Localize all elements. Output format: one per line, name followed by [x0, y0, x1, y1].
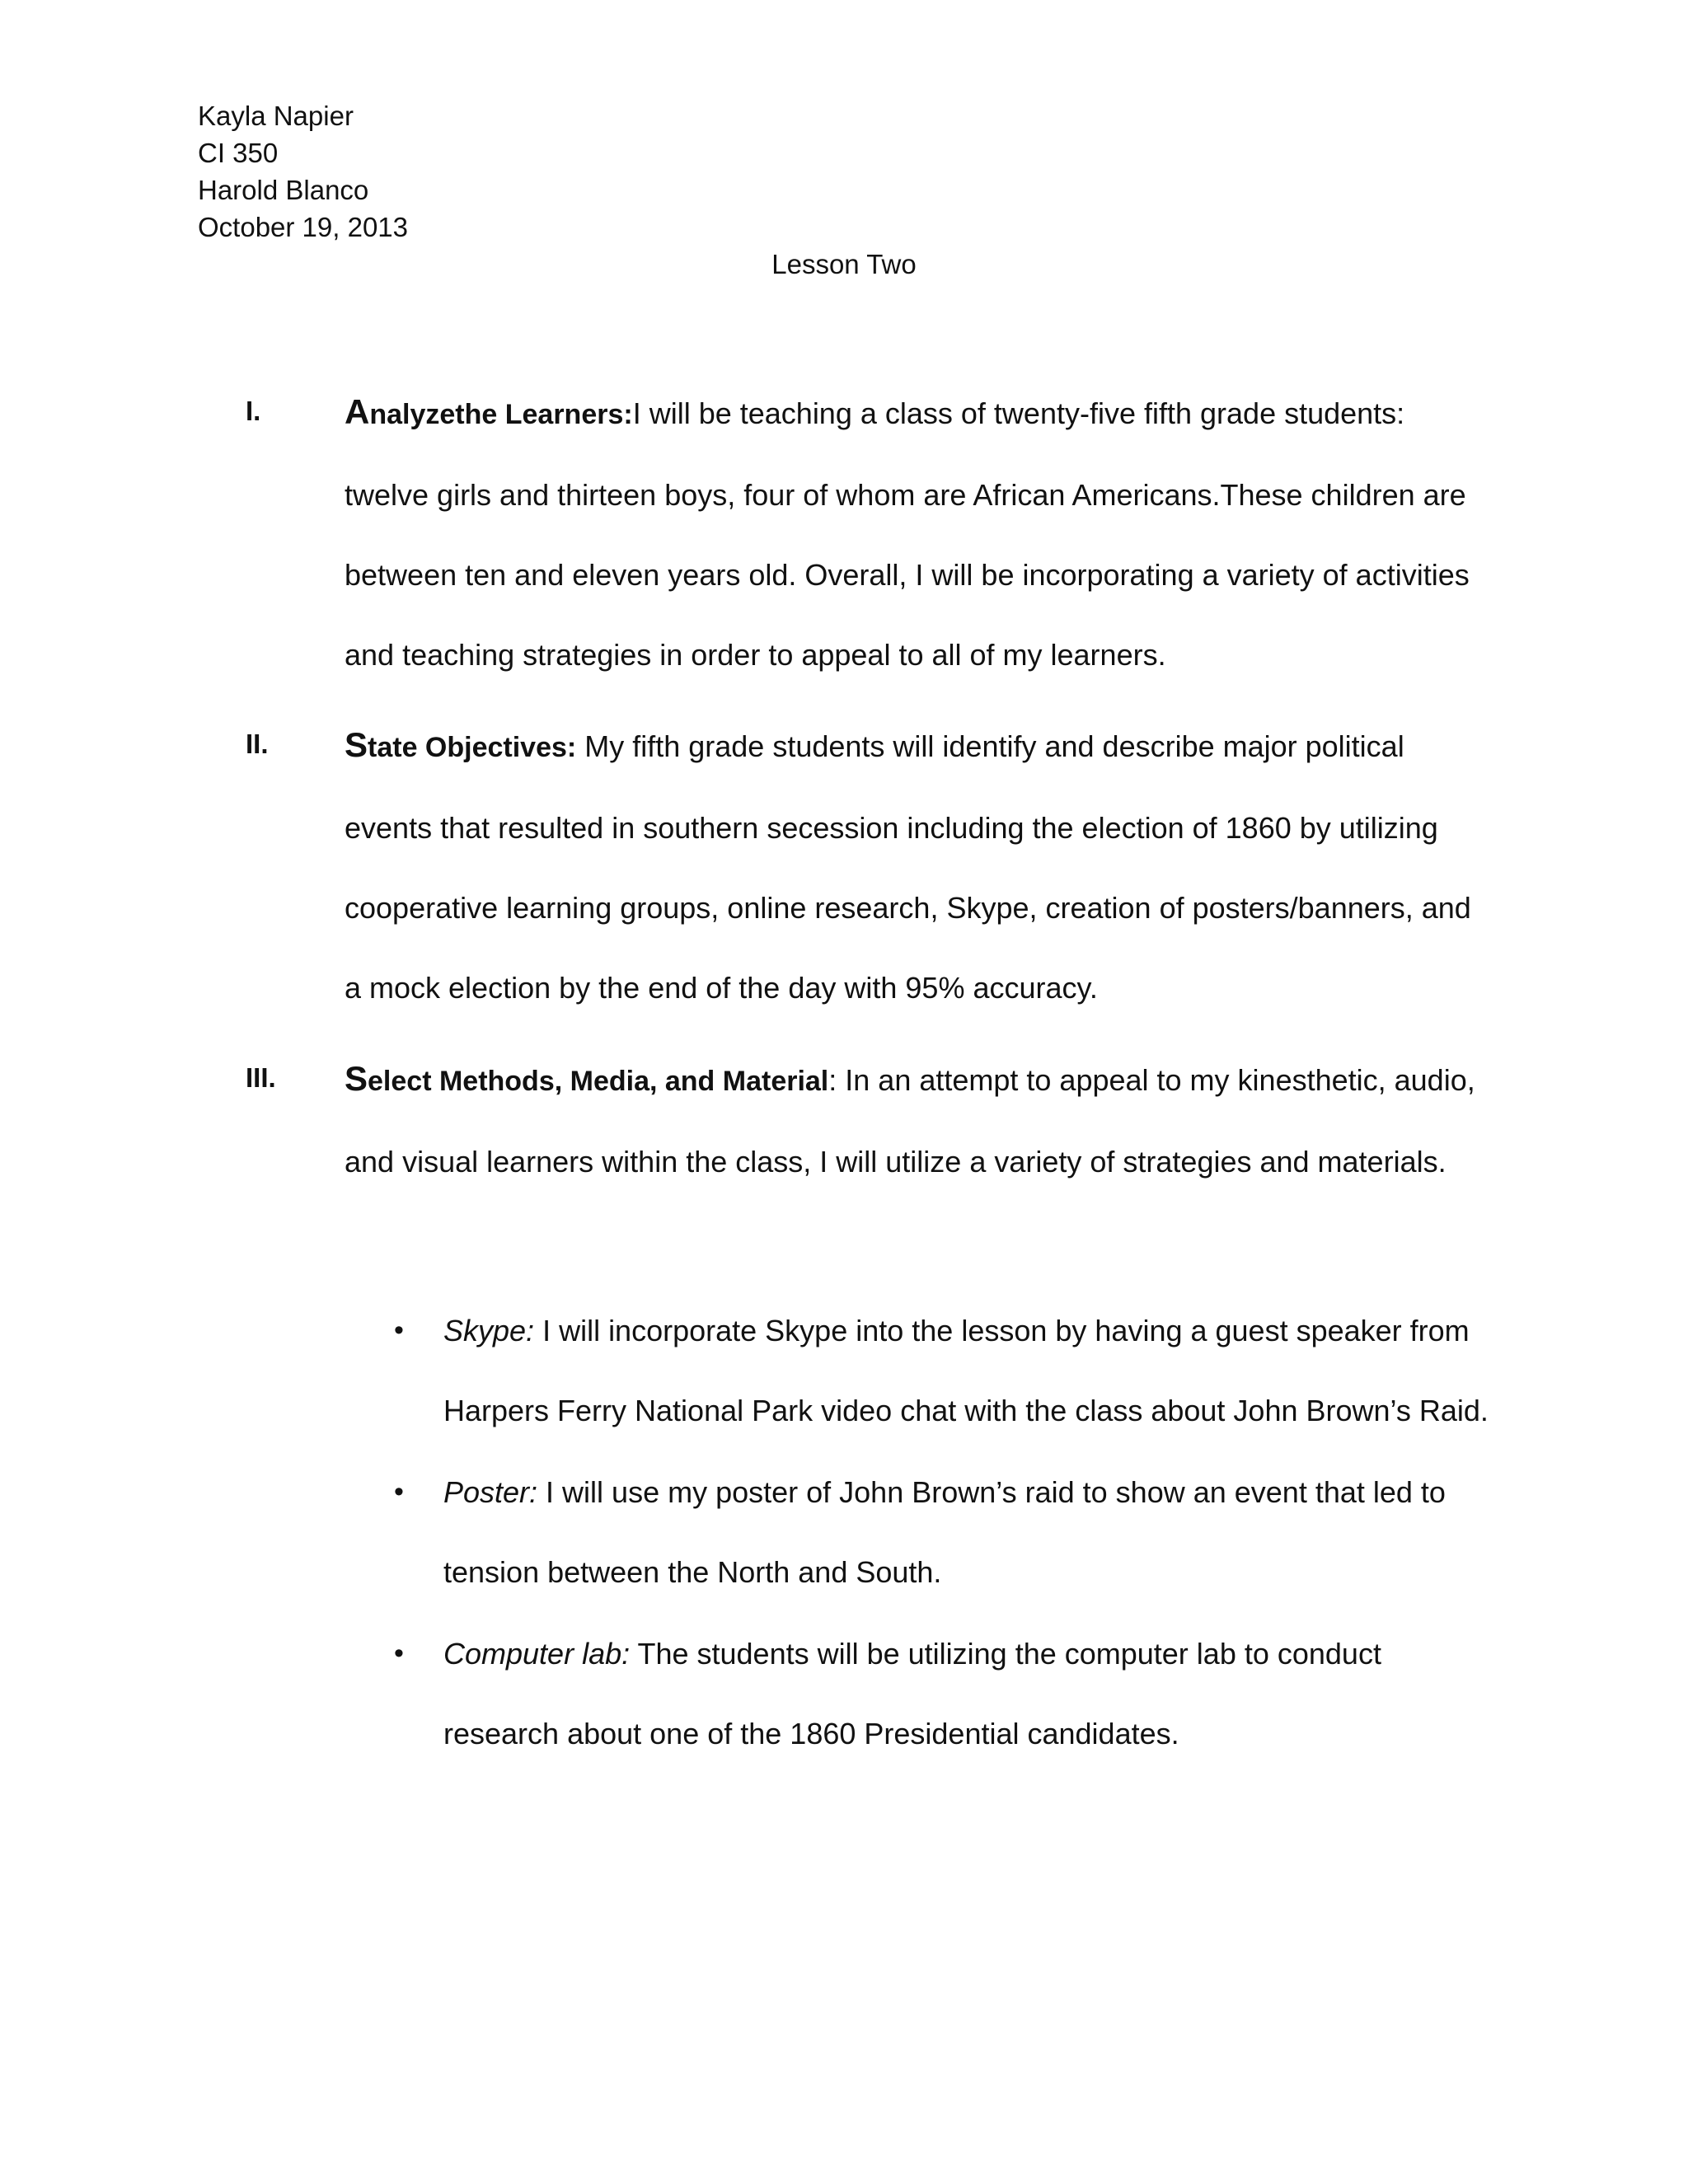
section-heading: State Objectives: [345, 725, 577, 764]
bullet-icon: • [394, 1476, 404, 1507]
materials-list [345, 1291, 1498, 1775]
section-paragraph [345, 1038, 1490, 1202]
instructor-name: Harold Blanco [198, 175, 369, 205]
section-body: : In an attempt to appeal to my kinesthetic, audio, and visual learners within the class, I will utilize a variety of strategies and materials. [345, 1063, 1475, 1179]
document-date: October 19, 2013 [198, 212, 409, 242]
list-item-term: Poster: [443, 1475, 538, 1509]
list-item-text: I will use my poster of John Brown’s raid to show an event that led to tension between the North and South. [443, 1475, 1446, 1589]
section-paragraph [345, 372, 1490, 695]
section-numeral: I. [246, 396, 261, 426]
list-item-text: The students will be utilizing the computer lab to conduct research about one of the 1860 Presidential candidates. [443, 1637, 1381, 1750]
section-numeral: II. [246, 729, 269, 759]
list-item-text: I will incorporate Skype into the lesson by having a guest speaker from Harpers Ferry National Park video chat with the class about John Brown’s Raid. [443, 1314, 1489, 1427]
list-item [345, 1614, 1498, 1774]
list-item-term: Skype: [443, 1314, 535, 1347]
bullet-icon: • [394, 1315, 404, 1346]
course-code: CI 350 [198, 138, 279, 168]
section-paragraph [345, 705, 1490, 1028]
author-name: Kayla Napier [198, 101, 354, 131]
list-item [345, 1291, 1498, 1451]
document-header [198, 97, 408, 246]
section-body: I will be teaching a class of twenty-five fifth grade students: twelve girls and thirteen boys, four of whom are African Americans.These children are between ten and eleven years old. Overall, I will be incorporating a variety of activities and teaching strategies in order to appeal to all of my learners. [345, 396, 1470, 672]
list-item-term: Computer lab: [443, 1637, 631, 1671]
page-title: Lesson Two [771, 249, 917, 279]
section-heading: Analyzethe Learners: [345, 392, 633, 431]
bullet-icon: • [394, 1638, 404, 1669]
section-body: My fifth grade students will identify and describe major political events that resulted in southern secession including the election of 1860 by utilizing cooperative learning groups, online research, Skype, creation of posters/banners, and a mock election by the end of the day with 95% accuracy. [345, 729, 1471, 1005]
section-numeral: III. [246, 1062, 276, 1093]
section-heading: Select Methods, Media, and Material [345, 1059, 829, 1098]
list-item [345, 1452, 1498, 1612]
